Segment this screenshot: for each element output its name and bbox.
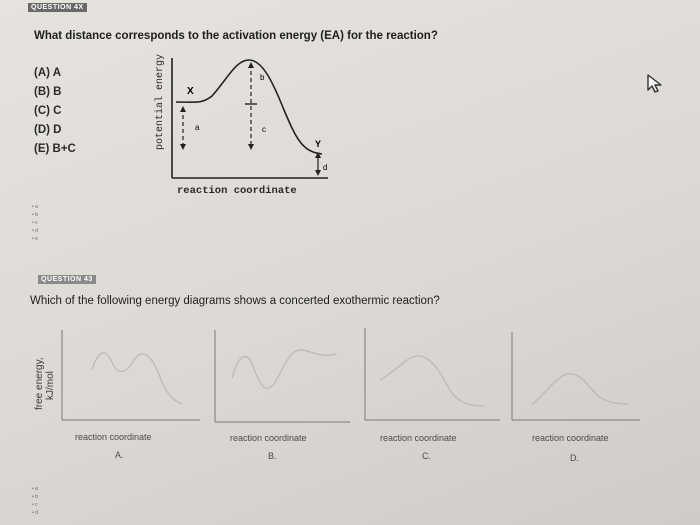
mouse-pointer-icon bbox=[645, 73, 667, 95]
panel-b-xlabel: reaction coordinate bbox=[230, 433, 307, 443]
q1-point-x: X bbox=[187, 86, 194, 97]
q2-answer-dot-c[interactable]: • c bbox=[32, 502, 38, 508]
panel-b-letter: B. bbox=[268, 451, 277, 461]
question-1-label: QUESTION 4X bbox=[28, 3, 87, 12]
q1-xlabel: reaction coordinate bbox=[177, 185, 297, 197]
q1-distance-c-label: c bbox=[262, 125, 266, 134]
choice-b[interactable]: (B) B bbox=[34, 86, 62, 98]
question-2-label: QUESTION 43 bbox=[38, 275, 96, 284]
q2-ylabel-line1: free energy, bbox=[34, 357, 45, 410]
question-2-answer-dots bbox=[32, 485, 38, 517]
q1-distance-a-label: a bbox=[195, 123, 200, 132]
panel-b[interactable] bbox=[215, 330, 350, 461]
choice-a[interactable]: (A) A bbox=[34, 67, 62, 79]
panel-c-curve bbox=[380, 356, 484, 406]
panel-c-letter: C. bbox=[422, 451, 431, 461]
panel-a-letter: A. bbox=[115, 450, 124, 460]
q1-distance-b-label: b bbox=[260, 73, 265, 82]
panel-d-curve bbox=[532, 374, 628, 404]
q2-answer-dot-b[interactable]: • b bbox=[32, 494, 38, 500]
q2-answer-dot-a[interactable]: • a bbox=[32, 486, 38, 492]
q1-point-y: Y bbox=[315, 139, 322, 149]
answer-dot-b[interactable]: • b bbox=[32, 212, 38, 218]
q1-ylabel: potential energy bbox=[155, 53, 166, 150]
panel-a-curve bbox=[92, 353, 182, 404]
panel-a-xlabel: reaction coordinate bbox=[75, 432, 152, 442]
question-2-prompt: Which of the following energy diagrams shows a concerted exothermic reaction? bbox=[30, 295, 440, 307]
panel-c[interactable] bbox=[365, 328, 500, 461]
panel-b-curve bbox=[232, 350, 336, 388]
panel-d-letter: D. bbox=[570, 453, 579, 463]
question-1-prompt: What distance corresponds to the activation energy (EA) for the reaction? bbox=[34, 30, 438, 42]
choice-d[interactable]: (D) D bbox=[34, 124, 62, 136]
panel-a[interactable] bbox=[62, 330, 200, 460]
panel-d-xlabel: reaction coordinate bbox=[532, 433, 609, 443]
choice-c[interactable]: (C) C bbox=[34, 105, 62, 117]
answer-dot-a[interactable]: • a bbox=[32, 204, 38, 210]
answer-dot-e[interactable]: • e bbox=[32, 236, 38, 242]
choice-e[interactable]: (E) B+C bbox=[34, 143, 76, 155]
panel-d[interactable] bbox=[512, 332, 640, 463]
panel-c-xlabel: reaction coordinate bbox=[380, 433, 457, 443]
answer-dot-c[interactable]: • c bbox=[32, 220, 38, 226]
q2-ylabel-line2: kJ/mol bbox=[45, 371, 56, 400]
q2-answer-dot-d[interactable]: • d bbox=[32, 510, 38, 516]
q1-distance-d-label: d bbox=[323, 163, 328, 172]
answer-dot-d[interactable]: • d bbox=[32, 228, 38, 234]
